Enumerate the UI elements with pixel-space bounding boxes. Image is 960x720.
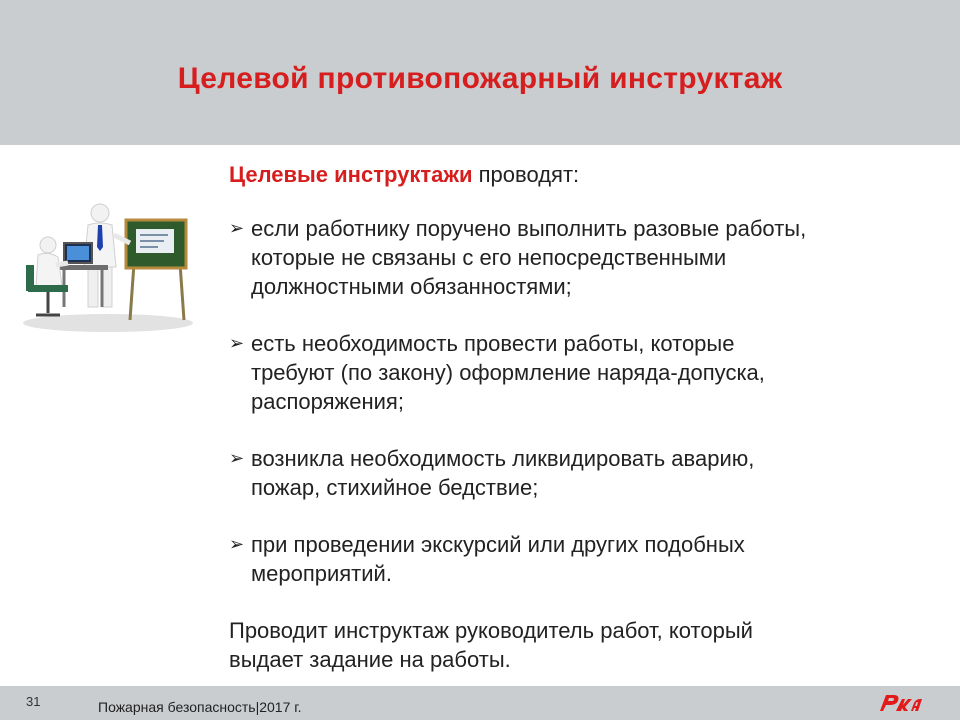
list-item — [229, 444, 949, 502]
bullet-line: возникла необходимость ликвидировать аварию, — [251, 446, 755, 471]
list-item — [229, 214, 949, 301]
rzd-logo — [874, 689, 924, 717]
arrow-checkmark-icon: ➢ — [229, 218, 245, 238]
bullet-line: которые не связаны с его непосредственными — [251, 245, 727, 270]
bullet-line: при проведении экскурсий или других подобных — [251, 532, 745, 557]
lead-strong: Целевые инструктажи — [229, 162, 473, 187]
content-body — [229, 160, 949, 674]
arrow-checkmark-icon: ➢ — [229, 333, 245, 353]
bullet-line: есть необходимость провести работы, которые — [251, 331, 735, 356]
bullet-line: должностными обязанностями; — [251, 274, 572, 299]
footer-band — [0, 686, 960, 720]
closing-line: выдает задание на работы. — [229, 647, 511, 672]
bullet-line: если работнику поручено выполнить разовые работы, — [251, 216, 807, 241]
closing-line: Проводит инструктаж руководитель работ, который — [229, 618, 753, 643]
bullet-line: мероприятий. — [251, 561, 392, 586]
bullet-line: пожар, стихийное бедствие; — [251, 475, 539, 500]
lead-line — [229, 160, 949, 189]
list-item — [229, 530, 949, 588]
arrow-checkmark-icon: ➢ — [229, 448, 245, 468]
bullet-line: распоряжения; — [251, 389, 404, 414]
bullet-line: требуют (по закону) оформление наряда-допуска, — [251, 360, 765, 385]
footer-text: Пожарная безопасность|2017 г. — [98, 699, 302, 715]
training-illustration — [18, 195, 198, 335]
arrow-checkmark-icon: ➢ — [229, 534, 245, 554]
page-number: 31 — [26, 694, 41, 709]
list-item — [229, 329, 949, 416]
lead-rest: проводят: — [472, 162, 580, 187]
closing-paragraph — [229, 616, 949, 674]
slide-title: Целевой противопожарный инструктаж — [177, 62, 783, 95]
